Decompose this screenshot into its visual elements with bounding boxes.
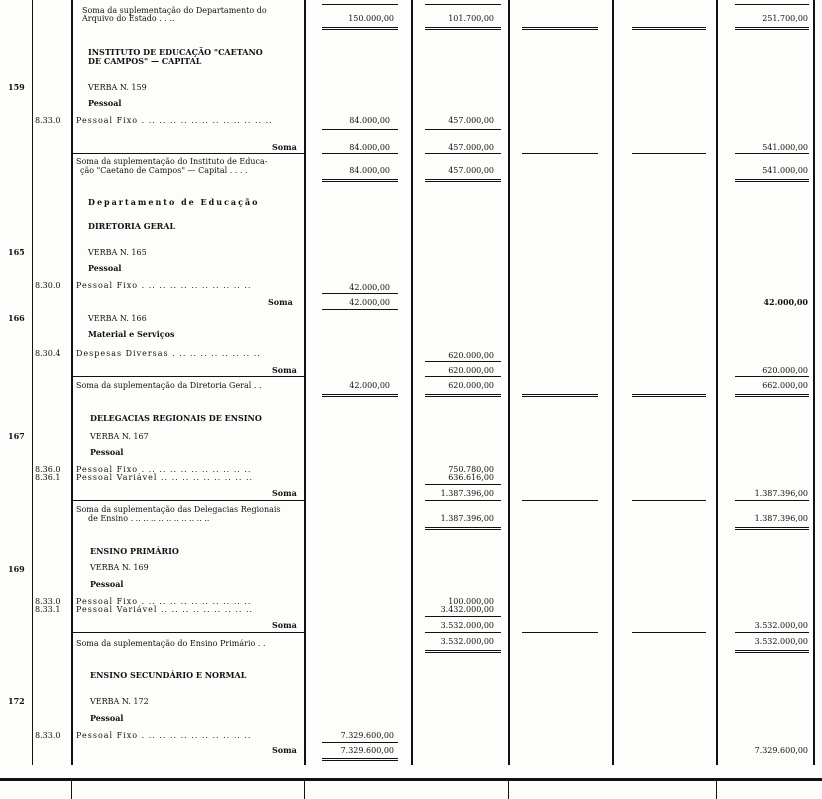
value-col2: 750.780,00 xyxy=(448,465,494,474)
rule xyxy=(322,153,398,154)
row-label: ção "Caetano de Campos" — Capital . . . . xyxy=(80,166,248,175)
value-total: 3.532.000,00 xyxy=(754,637,808,646)
section-title: ENSINO SECUNDÁRIO E NORMAL xyxy=(90,670,247,680)
soma-label: Soma xyxy=(272,620,297,630)
verba-label: VERBA N. 169 xyxy=(90,563,149,572)
column-rule xyxy=(71,0,73,765)
rule xyxy=(322,129,398,130)
column-rule xyxy=(508,781,509,799)
rule xyxy=(632,500,706,501)
value-col2: 620.000,00 xyxy=(448,381,494,390)
column-rule xyxy=(508,0,510,765)
verba-label: VERBA N. 172 xyxy=(90,697,149,706)
rule xyxy=(735,632,809,633)
column-rule xyxy=(716,0,718,765)
verba-label: VERBA N. 166 xyxy=(88,314,147,323)
row-label: Arquivo do Estado . . .. xyxy=(82,14,175,23)
rule xyxy=(735,153,809,154)
value-total: 7.329.600,00 xyxy=(754,746,808,755)
section-title: DE CAMPOS" — CAPITAL xyxy=(88,56,202,66)
double-rule xyxy=(522,27,598,30)
section-title: INSTITUTO DE EDUCAÇÃO "CAETANO xyxy=(88,47,263,57)
value-col2: 620.000,00 xyxy=(448,351,494,360)
value-total: 541.000,00 xyxy=(762,166,808,175)
double-rule xyxy=(735,650,809,653)
verba-number: 169 xyxy=(8,564,25,574)
column-rule xyxy=(411,0,413,765)
double-rule xyxy=(425,394,501,397)
verba-number: 167 xyxy=(8,431,25,441)
value-total: 3.532.000,00 xyxy=(754,621,808,630)
double-rule xyxy=(322,27,398,30)
value-col1: 7.329.600,00 xyxy=(340,746,394,755)
value-col2: 3.432.000,00 xyxy=(440,605,494,614)
item-code: 8.30.4 xyxy=(35,349,61,358)
double-rule xyxy=(735,394,809,397)
double-rule xyxy=(425,27,501,30)
category-label: Pessoal xyxy=(90,579,124,589)
value-col1: 42.000,00 xyxy=(349,381,390,390)
column-rule xyxy=(716,781,717,799)
soma-label: Soma xyxy=(272,745,297,755)
verba-label: VERBA N. 159 xyxy=(88,83,147,92)
value-col1: 42.000,00 xyxy=(349,283,390,292)
column-rule xyxy=(304,781,305,799)
verba-number: 159 xyxy=(8,82,25,92)
verba-number: 172 xyxy=(8,696,25,706)
rule xyxy=(322,293,398,294)
value-col2: 1.387.396,00 xyxy=(440,489,494,498)
rule xyxy=(425,4,501,5)
double-rule xyxy=(522,394,598,397)
value-col2: 457.000,00 xyxy=(448,116,494,125)
column-rule xyxy=(71,781,72,799)
value-col2: 457.000,00 xyxy=(448,143,494,152)
double-rule xyxy=(735,27,809,30)
item-code: 8.33.0 xyxy=(35,597,61,606)
rule xyxy=(522,632,598,633)
rule xyxy=(322,742,398,743)
row-label: Soma da suplementação do Instituto de Educa- xyxy=(76,157,268,166)
value-col1: 84.000,00 xyxy=(349,166,390,175)
rule xyxy=(735,376,809,377)
rule xyxy=(425,376,501,377)
item-label: Pessoal Fixo . .. .. .. .. .. .. .. .. .. .. xyxy=(76,281,252,290)
rule xyxy=(735,500,809,501)
item-code: 8.36.1 xyxy=(35,473,61,482)
rule xyxy=(522,500,598,501)
rule xyxy=(72,632,304,633)
soma-label: Soma xyxy=(272,142,297,152)
column-rule xyxy=(612,0,614,765)
value-col1: 150.000,00 xyxy=(348,14,394,23)
verba-number: 165 xyxy=(8,247,25,257)
value-col2: 1.387.396,00 xyxy=(440,514,494,523)
value-col2: 101.700,00 xyxy=(448,14,494,23)
rule xyxy=(632,153,706,154)
item-label: Pessoal Fixo . .. .. .. .. .. .. .. .. .. .. xyxy=(76,465,252,474)
section-title: DELEGACIAS REGIONAIS DE ENSINO xyxy=(90,413,262,423)
rule xyxy=(72,376,304,377)
value-col2: 3.532.000,00 xyxy=(440,621,494,630)
rule xyxy=(322,309,398,310)
rule xyxy=(72,500,304,501)
category-label: Material e Serviços xyxy=(88,329,175,339)
value-col2: 100.000,00 xyxy=(448,597,494,606)
rule xyxy=(322,4,398,5)
value-total: 1.387.396,00 xyxy=(754,514,808,523)
value-total: 662.000,00 xyxy=(762,381,808,390)
double-rule xyxy=(632,27,706,30)
rule xyxy=(735,4,809,5)
value-total: 42.000,00 xyxy=(763,297,808,307)
rule xyxy=(425,500,501,501)
double-rule xyxy=(735,527,809,530)
category-label: Pessoal xyxy=(90,447,124,457)
value-total: 541.000,00 xyxy=(762,143,808,152)
value-col2: 3.532.000,00 xyxy=(440,637,494,646)
double-rule xyxy=(425,179,501,182)
column-rule xyxy=(304,0,306,765)
item-label: Pessoal Variável .. .. .. .. .. .. .. .. .. xyxy=(76,605,254,614)
rule xyxy=(425,361,501,362)
category-label: Pessoal xyxy=(88,98,122,108)
item-code: 8.33.0 xyxy=(35,116,61,125)
rule xyxy=(425,129,501,130)
value-col1: 84.000,00 xyxy=(349,143,390,152)
page-bottom-rule xyxy=(0,778,822,781)
item-code: 8.30.0 xyxy=(35,281,61,290)
value-col2: 636.616,00 xyxy=(448,473,494,482)
double-rule xyxy=(425,527,501,530)
verba-number: 166 xyxy=(8,313,25,323)
item-code: 8.36.0 xyxy=(35,465,61,474)
item-code: 8.33.0 xyxy=(35,731,61,740)
row-label: Soma da suplementação das Delegacias Regionais xyxy=(76,505,281,514)
value-col1: 7.329.600,00 xyxy=(340,731,394,740)
section-title: DIRETORIA GERAL xyxy=(88,221,176,231)
item-code: 8.33.1 xyxy=(35,605,61,614)
value-col2: 620.000,00 xyxy=(448,366,494,375)
soma-label: Soma xyxy=(268,297,293,307)
row-label: Soma da suplementação do Departamento do xyxy=(82,6,267,15)
rule xyxy=(425,632,501,633)
double-rule xyxy=(322,758,398,761)
row-label: Soma da suplementação do Ensino Primário . . xyxy=(76,639,266,648)
verba-label: VERBA N. 165 xyxy=(88,248,147,257)
column-rule xyxy=(32,0,33,765)
rule xyxy=(425,616,501,617)
rule xyxy=(632,632,706,633)
item-label: Despesas Diversas . .. .. .. .. .. .. .. .. xyxy=(76,349,261,358)
row-label: Soma da suplementação da Diretoria Geral . . xyxy=(76,381,262,390)
double-rule xyxy=(632,394,706,397)
category-label: Pessoal xyxy=(88,263,122,273)
value-total: 1.387.396,00 xyxy=(754,489,808,498)
rule xyxy=(425,484,501,485)
value-col2: 457.000,00 xyxy=(448,166,494,175)
double-rule xyxy=(425,650,501,653)
item-label: Pessoal Fixo . .. .. .. .. .. .. .. .. .. .. .. .. xyxy=(76,116,273,125)
double-rule xyxy=(322,394,398,397)
item-label: Pessoal Fixo . .. .. .. .. .. .. .. .. .. .. xyxy=(76,731,252,740)
section-title: Departamento de Educação xyxy=(88,197,260,207)
category-label: Pessoal xyxy=(90,713,124,723)
column-rule xyxy=(813,0,815,765)
value-col1: 42.000,00 xyxy=(349,298,390,307)
rule xyxy=(425,153,501,154)
value-col1: 84.000,00 xyxy=(349,116,390,125)
row-label: de Ensino . .. .. .. .. .. .. .. .. .. .. xyxy=(88,514,210,523)
soma-label: Soma xyxy=(272,488,297,498)
item-label: Pessoal Variável .. .. .. .. .. .. .. .. .. xyxy=(76,473,254,482)
value-total: 620.000,00 xyxy=(762,366,808,375)
rule xyxy=(72,153,304,154)
rule xyxy=(522,153,598,154)
double-rule xyxy=(322,179,398,182)
double-rule xyxy=(735,179,809,182)
section-title: ENSINO PRIMÁRIO xyxy=(90,546,179,556)
soma-label: Soma xyxy=(272,365,297,375)
value-total: 251.700,00 xyxy=(762,14,808,23)
verba-label: VERBA N. 167 xyxy=(90,432,149,441)
item-label: Pessoal Fixo . .. .. .. .. .. .. .. .. .. .. xyxy=(76,597,252,606)
